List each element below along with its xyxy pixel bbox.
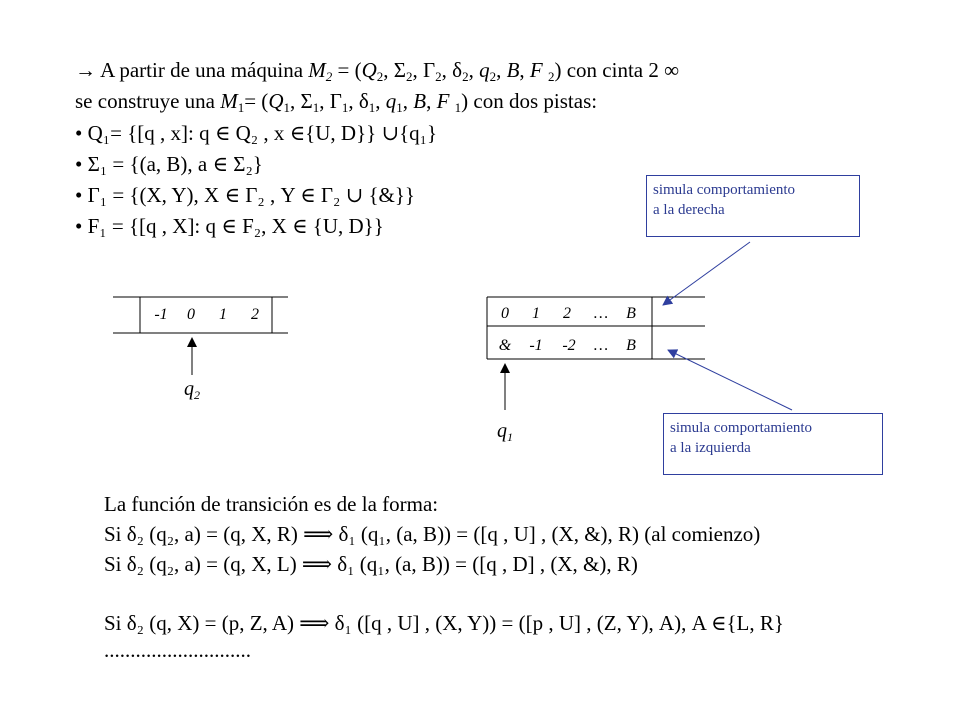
transition-rule-2: Si δ₂ (q₂, a) = (q, X, L) ⟹ δ₁ (q₁, (a, B)) = ([q , D] , (X, &), R) [104,552,638,576]
intro-line-2-prefix: se construye una [75,89,215,113]
single-cell: 2 [251,306,259,323]
double-bottom-cell: -2 [562,337,576,354]
double-top-cell: … [593,305,609,322]
double-bottom-cell: … [593,337,609,354]
intro-line-1-rest: con cinta 2 [566,58,659,82]
single-cell: 1 [219,306,227,323]
double-top-cell: B [626,305,636,322]
head-label-q1: $q_1$ [497,420,513,444]
bullet-f1: • F₁ = {[q , X]: q ∈ F₂, X ∈ {U, D}} [75,214,384,238]
double-top-cell: 1 [532,305,540,322]
intro-line-2: se construye una $M_1= (Q_1$, $\Sigma_1$, $\Gamma_1$, $\delta_1$, $q_1$, B, F $_1$) con dos pistas: [75,89,598,115]
double-top-cell: 2 [563,305,571,322]
transition-rule-3: Si δ₂ (q, X) = (p, Z, A) ⟹ δ₁ ([q , U] , (X, Y)) = ([p , U] , (Z, Y), A), A ∈{L, R} [104,611,784,635]
infinity-icon: ∞ [664,58,680,82]
intro-line-2-rest: con dos pistas: [473,89,598,113]
single-cell: -1 [154,306,168,323]
note-right-arrow [663,242,750,305]
intro-line-1: → A partir de una máquina $M_2 = (Q_2$, $\Sigma_2$, $\Gamma_2$, $\delta_2$, $q_2$, B, F $_2$) con cinta 2 ∞ [75,58,680,84]
double-bottom-cell: B [626,337,636,354]
transition-title: La función de transición es de la forma: [104,492,439,516]
bullet-q1: • Q₁= {[q , x]: q ∈ Q₂ , x ∈{U, D}} ∪{q₁} [75,121,438,145]
double-bottom-cell: & [498,337,512,354]
note-left-arrow [668,350,792,410]
head-label-q2: $q_2$ [184,378,200,402]
double-bottom-cell: -1 [529,337,543,354]
note-right-behavior: simula comportamiento a la derecha [646,175,860,237]
bullet-sigma1: • Σ₁ = {(a, B), a ∈ Σ₂} [75,152,263,176]
arrow-right-icon: → [75,58,96,82]
bullet-gamma1: • Γ₁ = {(X, Y), X ∈ Γ₂ , Y ∈ Γ₂ ∪ {&}} [75,183,416,207]
double-top-cell: 0 [501,305,509,322]
single-cell: 0 [187,306,195,323]
transition-ellipsis: ............................ [104,638,251,662]
intro-machine-m2: $M_2$ [308,58,333,84]
note-left-behavior: simula comportamiento a la izquierda [663,413,883,475]
transition-rule-1: Si δ₂ (q₂, a) = (q, X, R) ⟹ δ₁ (q₁, (a, B)) = ([q , U] , (X, &), R) (al comienzo) [104,522,761,546]
intro-line-1-prefix: A partir de una máquina [100,58,304,82]
